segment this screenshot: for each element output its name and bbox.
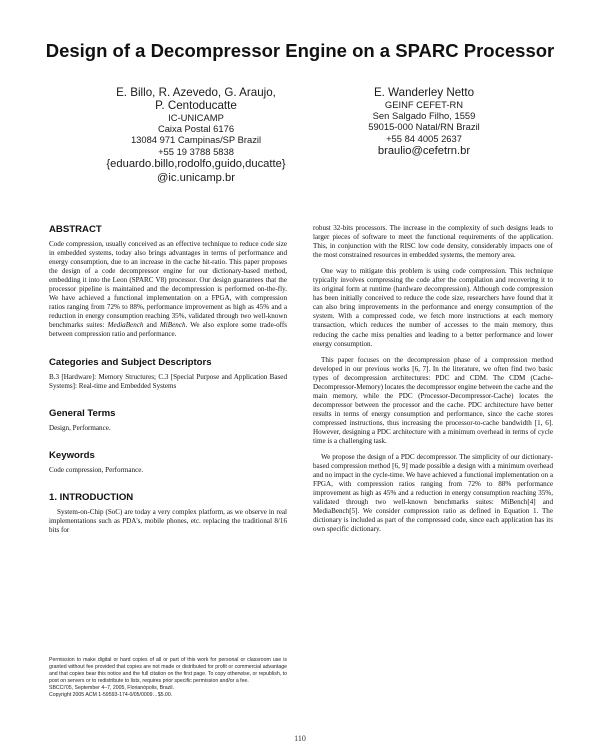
abstract-heading: ABSTRACT <box>49 224 102 235</box>
categories-text: B.3 [Hardware]: Memory Structures; C.3 [Special Purpose and Application Based Systems]: Real-time and Embedded Systems <box>49 372 287 390</box>
conference-line: SBCCI'05, September 4–7, 2005, Florianópolis, Brazil. <box>49 684 174 691</box>
author-address1: Sen Salgado Filho, 1559 <box>372 110 476 122</box>
author-phone: +55 84 4005 2637 <box>386 132 462 144</box>
general-terms-text: Design, Performance. <box>49 423 111 432</box>
author-email-line1: {eduardo.billo,rodolfo,guido,ducatte} <box>106 157 286 170</box>
page-number: 110 <box>294 734 306 743</box>
introduction-text-left: System-on-Chip (SoC) are today a very complex platform, as we observe in real implementations such as PDA's, mobile phones, etc. replacing the traditional 8/16 bits for <box>49 507 287 534</box>
keywords-heading: Keywords <box>49 449 95 461</box>
left-column <box>49 224 287 542</box>
author-address1: Caixa Postal 6176 <box>157 123 235 135</box>
introduction-paragraph-2: One way to mitigate this problem is using code compression. This technique typically involves compressing the code after the compilation and recovering it to its original form at runtime (hardware decompression). Although code compression has been initially conceived to reduce the code size, researchers have found that it can also bring improvements in the performance and energy consumption of the system. With a compressed code, we fetch more instructions at each memory transaction, which reduces the number of accesses to the main memory, thus reducing the cache miss penalties and leading to a better performance and lower energy consumption. <box>313 267 553 348</box>
general-terms-heading: General Terms <box>49 407 116 419</box>
author-names-line2: P. Centoducatte <box>155 99 237 112</box>
abstract-text <box>49 240 287 340</box>
paper-title: Design of a Decompressor Engine on a SPARC Processor <box>45 40 555 61</box>
author-email: braulio@cefetrn.br <box>377 144 471 157</box>
abstract-text-pre: Code compression, usually conceived as an effective technique to reduce code size in embedded systems, today also brings advantages in terms of performance and energy consumption, due to an increase in the cache hit-ratio. This paper proposes the design of a code decompressor engine for our dictionary-based method, embedding it into the Leon (SPARC V8) processor. Our design guarantees that the processor pipeline is maintained and the decompression is performed on-the-fly. We have achieved a functional implementation on a FPGA, with compression ratios ranging from 72% to 88%, performance improvement as high as 45% and a reduction in energy consumption reaching 35%, validated through two well-known benchmarks suites: <box>49 240 287 330</box>
author-block-right <box>330 86 518 158</box>
abstract-benchmark-2: MiBench <box>159 321 186 330</box>
categories-heading: Categories and Subject Descriptors <box>49 356 212 368</box>
abstract-benchmark-1: MediaBench <box>107 321 144 330</box>
introduction-heading: 1. INTRODUCTION <box>49 491 134 503</box>
copyright-line: Copyright 2005 ACM 1-59593-174-0/05/0009…$5.00. <box>49 691 173 698</box>
introduction-paragraph-4: We propose the design of a PDC decompressor. The simplicity of our dictionary-based compression method [6, 9] made possible a design with a minimum overhead and no impact in the cycle-time. We have achieved a functional implementation on a FPGA, with compression ratios ranging from 72% to 88% performance improvement as high as 45% and a reduction in energy consumption reaching 35%, validated through two well-known benchmarks suites: MiBench[4] and MediaBench[5]. We consider compression ratio as defined in Equation 1. The dictionary is included as part of the compressed code, since each application has its own specific dictionary. <box>313 453 554 534</box>
author-email-line2: @ic.unicamp.br <box>157 171 235 184</box>
permission-notice <box>49 657 287 698</box>
author-phone: +55 19 3788 5838 <box>158 145 234 157</box>
keywords-text: Code compression, Performance. <box>49 465 144 474</box>
abstract-text-post: . We also explore some trade-offs between compression ratio and performance. <box>49 321 287 339</box>
author-names-line1: E. Billo, R. Azevedo, G. Araujo, <box>116 86 276 99</box>
author-name: E. Wanderley Netto <box>373 86 475 99</box>
author-address2: 13084 971 Campinas/SP Brazil <box>130 134 262 146</box>
abstract-text-and: and <box>143 321 160 330</box>
right-column <box>313 224 553 542</box>
author-block-left <box>90 86 302 185</box>
author-address2: 59015-000 Natal/RN Brazil <box>368 121 480 133</box>
author-affiliation: GEINF CEFET-RN <box>384 99 464 110</box>
introduction-paragraph-3: This paper focuses on the decompression phase of a compression method developed in our previous works [6, 7]. In the literature, we often find two basic types of decompression architectures: PDC and CDM. The CDM (Cache-Decompressor-Memory) locates the decompressor engine between the cache and the main memory, while the PDC (Processor-Decompressor-Cache) locates the decompressor between the processor and the cache. PDC architecture have better results in terms of energy consumption and performance, since the cache stores compressed instructions, thus increasing the processor-to-cache bandwidth [1, 6]. However, designing a PDC architecture with a minimum overhead in terms of cycle time is a challenging task. <box>313 355 553 446</box>
author-affiliation: IC-UNICAMP <box>168 112 224 123</box>
introduction-paragraph-1: robust 32-bits processors. The increase in the complexity of such designs leads to larger pieces of software to meet the functional requirements of the application. This, in conjunction with the RISC low code density, considerably impacts one of the most constrained resources in embedded systems, the memory area. <box>313 224 553 260</box>
permission-text: Permission to make digital or hard copies of all or part of this work for personal or classroom use is granted without fee provided that copies are not made or distributed for profit or commercial advantage and that copies bear this notice and the full citation on the first page. To copy otherwise, or republish, to post on servers or to redistribute to lists, requires prior specific permission and/or a fee. <box>49 657 287 684</box>
